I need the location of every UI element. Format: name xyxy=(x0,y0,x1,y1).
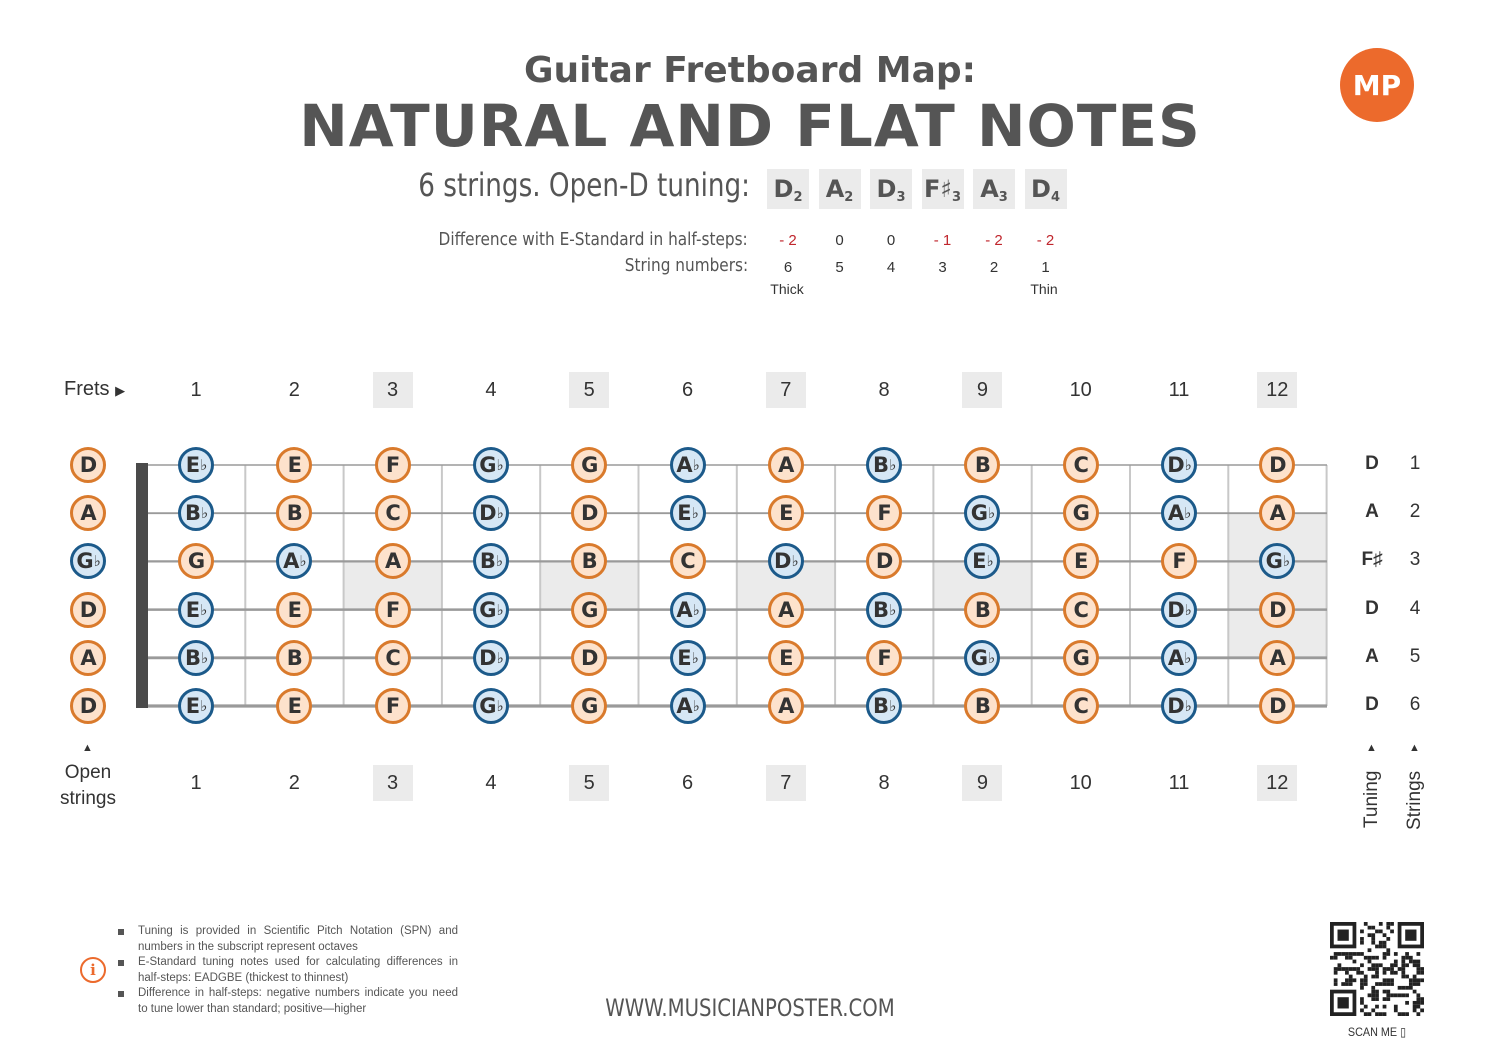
tuning-octave: 4 xyxy=(1050,190,1060,205)
fret-note: F xyxy=(866,640,902,676)
fret-note: E ♭ xyxy=(670,495,706,531)
fret-note: B ♭ xyxy=(866,688,902,724)
half-step-difference: - 2 xyxy=(1036,232,1055,249)
fret-number: 2 xyxy=(288,772,300,794)
tuning-note: D xyxy=(876,175,897,203)
fret-note: E xyxy=(768,640,804,676)
fret-note: D xyxy=(1259,447,1295,483)
fret-number: 1 xyxy=(190,379,202,401)
right-tuning-note: D xyxy=(1365,694,1379,715)
title-line-2: NATURAL AND FLAT NOTES xyxy=(299,92,1201,160)
fret-note: E xyxy=(1063,543,1099,579)
tuning-vertical-label: Tuning xyxy=(1361,770,1382,828)
fret-note: D xyxy=(866,543,902,579)
fret-number: 12 xyxy=(1257,372,1297,408)
right-tuning-note: D xyxy=(1365,597,1379,619)
open-string-note: G ♭ xyxy=(70,543,106,579)
fret-number: 3 xyxy=(373,372,413,408)
right-string-number: 3 xyxy=(1409,549,1421,571)
fret-number: 9 xyxy=(962,372,1002,408)
right-tuning-note: D xyxy=(1365,453,1379,474)
fret-note: G ♭ xyxy=(964,495,1000,531)
tuning-note-box xyxy=(819,169,861,209)
info-icon: i xyxy=(80,957,106,983)
fret-note: D ♭ xyxy=(473,640,509,676)
fret-number: 8 xyxy=(878,772,890,794)
fret-note: B xyxy=(571,543,607,579)
fret-note: E xyxy=(276,592,312,628)
fret-note: G xyxy=(178,543,214,579)
fret-note: B ♭ xyxy=(178,495,214,531)
open-string-note: D xyxy=(70,592,106,628)
tuning-octave: 2 xyxy=(844,190,854,205)
fret-number: 5 xyxy=(569,765,609,801)
fret-number: 2 xyxy=(288,379,300,401)
fret-note: G ♭ xyxy=(473,447,509,483)
string-number: 5 xyxy=(835,259,844,276)
fret-note: E xyxy=(768,495,804,531)
fret-number: 11 xyxy=(1168,379,1190,401)
triangle-right-icon: ▶ xyxy=(115,383,126,398)
fret-note: A xyxy=(768,592,804,628)
fret-note: A xyxy=(375,543,411,579)
fret-note: B xyxy=(276,495,312,531)
fret-note: F xyxy=(866,495,902,531)
fret-number: 4 xyxy=(485,772,497,794)
tuning-note-box xyxy=(922,169,964,209)
half-step-difference: 0 xyxy=(886,232,896,249)
tuning-note: A xyxy=(980,175,999,203)
website-link[interactable]: WWW.MUSICIANPOSTER.COM xyxy=(605,994,895,1022)
right-string-number: 5 xyxy=(1409,645,1421,667)
thick-label: Thick xyxy=(770,281,804,297)
fret-note: D ♭ xyxy=(1161,592,1197,628)
fret-note: G xyxy=(1063,640,1099,676)
triangle-up-icon: ▲ xyxy=(1409,742,1420,754)
fret-note: C xyxy=(1063,447,1099,483)
right-string-number: 1 xyxy=(1409,453,1421,474)
tuning-note-box xyxy=(973,169,1015,209)
fret-note: G ♭ xyxy=(1259,543,1295,579)
half-step-difference: - 1 xyxy=(933,232,952,249)
tuning-octave: 3 xyxy=(998,190,1008,205)
fret-number: 12 xyxy=(1257,765,1297,801)
fret-note: G ♭ xyxy=(964,640,1000,676)
tuning-octave: 2 xyxy=(793,190,803,205)
fret-note: A xyxy=(768,447,804,483)
fret-note: E xyxy=(276,447,312,483)
fret-note: E ♭ xyxy=(670,640,706,676)
footnote-3: Difference in half-steps: negative numbers indicate you need to tune lower than standard; positive—higher xyxy=(138,987,458,1015)
phone-icon: ▯ xyxy=(1400,1025,1407,1039)
fret-note: A xyxy=(768,688,804,724)
string-number: 2 xyxy=(989,259,999,276)
fret-number: 7 xyxy=(766,765,806,801)
fret-note: D xyxy=(1259,688,1295,724)
right-tuning-note: F♯ xyxy=(1361,549,1383,571)
tuning-note: D xyxy=(1031,175,1051,203)
fret-note: C xyxy=(375,495,411,531)
fret-note: B ♭ xyxy=(866,592,902,628)
fret-note: B ♭ xyxy=(178,640,214,676)
open-strings-label: Open strings xyxy=(60,762,116,809)
fret-note: C xyxy=(670,543,706,579)
fret-number: 11 xyxy=(1168,772,1190,794)
thin-label: Thin xyxy=(1030,281,1058,297)
fret-note: C xyxy=(1063,592,1099,628)
tuning-note: F♯ xyxy=(923,175,952,203)
fret-note: D ♭ xyxy=(473,495,509,531)
fret-number: 6 xyxy=(681,379,694,401)
open-string-note: D xyxy=(70,447,106,483)
fret-note: F xyxy=(375,592,411,628)
fret-note: B xyxy=(964,447,1000,483)
fret-note: B xyxy=(964,592,1000,628)
bullet xyxy=(118,929,124,935)
fret-number: 5 xyxy=(569,372,609,408)
string-number: 1 xyxy=(1041,259,1050,276)
brand-logo[interactable]: MP xyxy=(1340,48,1414,122)
open-string-note: A xyxy=(70,495,106,531)
title-line-1: Guitar Fretboard Map: xyxy=(523,50,977,91)
fret-note: A ♭ xyxy=(670,688,706,724)
strings-vertical-label: Strings xyxy=(1404,770,1425,830)
fret-note: F xyxy=(375,447,411,483)
fret-note: B ♭ xyxy=(473,543,509,579)
fret-note: G ♭ xyxy=(473,688,509,724)
fret-note: G xyxy=(571,688,607,724)
tuning-note: A xyxy=(825,175,845,203)
bullet xyxy=(118,960,124,966)
fret-number: 1 xyxy=(190,772,202,794)
tuning-octave: 3 xyxy=(951,190,962,205)
fret-note: A ♭ xyxy=(670,447,706,483)
fret-number: 9 xyxy=(962,765,1002,801)
fret-note: A ♭ xyxy=(670,592,706,628)
bullet xyxy=(118,991,124,997)
fret-note: A ♭ xyxy=(276,543,312,579)
half-step-difference: 0 xyxy=(835,232,844,249)
footnote-2: E-Standard tuning notes used for calculating differences in half-steps: EADGBE (thickest to thinnest) xyxy=(138,956,458,984)
fret-note: D xyxy=(571,640,607,676)
tuning-note: D xyxy=(773,175,794,203)
fret-note: A ♭ xyxy=(1161,495,1197,531)
right-string-number: 6 xyxy=(1409,694,1421,715)
string-number: 4 xyxy=(886,259,896,276)
fret-number: 8 xyxy=(878,379,890,401)
half-step-difference: - 2 xyxy=(985,232,1003,249)
right-tuning-note: A xyxy=(1365,501,1379,523)
tuning-label: 6 strings. Open-D tuning: xyxy=(418,166,750,204)
fret-note: D ♭ xyxy=(1161,688,1197,724)
fret-number: 10 xyxy=(1069,772,1092,794)
triangle-up-icon: ▲ xyxy=(1366,742,1377,754)
scan-me-label: SCAN ME ▯ xyxy=(1347,1025,1407,1039)
fret-note: C xyxy=(1063,688,1099,724)
fret-note: E xyxy=(276,688,312,724)
string-number: 6 xyxy=(783,259,793,276)
frets-label: Frets ▶ xyxy=(64,378,126,400)
open-string-note: A xyxy=(70,640,106,676)
half-step-difference: - 2 xyxy=(779,232,797,249)
fret-note: C xyxy=(375,640,411,676)
fret-number: 10 xyxy=(1069,379,1092,401)
string-number: 3 xyxy=(938,259,947,276)
right-string-number: 4 xyxy=(1409,597,1421,619)
fret-number: 6 xyxy=(681,772,694,794)
fret-note: E ♭ xyxy=(178,447,214,483)
fret-note: A ♭ xyxy=(1161,640,1197,676)
difference-label: Difference with E-Standard in half-steps: xyxy=(438,229,748,250)
fret-note: E ♭ xyxy=(178,592,214,628)
tuning-note-box xyxy=(870,169,912,209)
right-tuning-note: A xyxy=(1365,645,1379,667)
fret-note: B ♭ xyxy=(866,447,902,483)
fret-note: A xyxy=(1259,495,1295,531)
string-numbers-label: String numbers: xyxy=(624,255,748,276)
footnote-1: Tuning is provided in Scientific Pitch Notation (SPN) and numbers in the subscript represent octaves xyxy=(138,925,458,953)
nut xyxy=(136,463,148,708)
fret-number: 4 xyxy=(485,379,497,401)
fret-number: 3 xyxy=(373,765,413,801)
fret-note: F xyxy=(1161,543,1197,579)
fret-note: E ♭ xyxy=(964,543,1000,579)
fret-note: D ♭ xyxy=(768,543,804,579)
fret-note: D ♭ xyxy=(1161,447,1197,483)
fret-note: F xyxy=(375,688,411,724)
fret-note: A xyxy=(1259,640,1295,676)
fret-note: G ♭ xyxy=(473,592,509,628)
fret-note: B xyxy=(276,640,312,676)
fret-note: G xyxy=(1063,495,1099,531)
tuning-note-box xyxy=(767,169,809,209)
fret-note: D xyxy=(571,495,607,531)
tuning-octave: 3 xyxy=(896,190,906,205)
fret-note: E ♭ xyxy=(178,688,214,724)
fret-marker-cell xyxy=(1228,513,1326,658)
open-string-note: D xyxy=(70,688,106,724)
fret-note: G xyxy=(571,447,607,483)
fret-note: D xyxy=(1259,592,1295,628)
fret-note: B xyxy=(964,688,1000,724)
fret-number: 7 xyxy=(766,372,806,408)
qr-code[interactable] xyxy=(1330,922,1424,1016)
fret-note: G xyxy=(571,592,607,628)
triangle-up-icon: ▲ xyxy=(82,742,93,754)
tuning-note-box xyxy=(1025,169,1067,209)
right-string-number: 2 xyxy=(1409,501,1421,523)
